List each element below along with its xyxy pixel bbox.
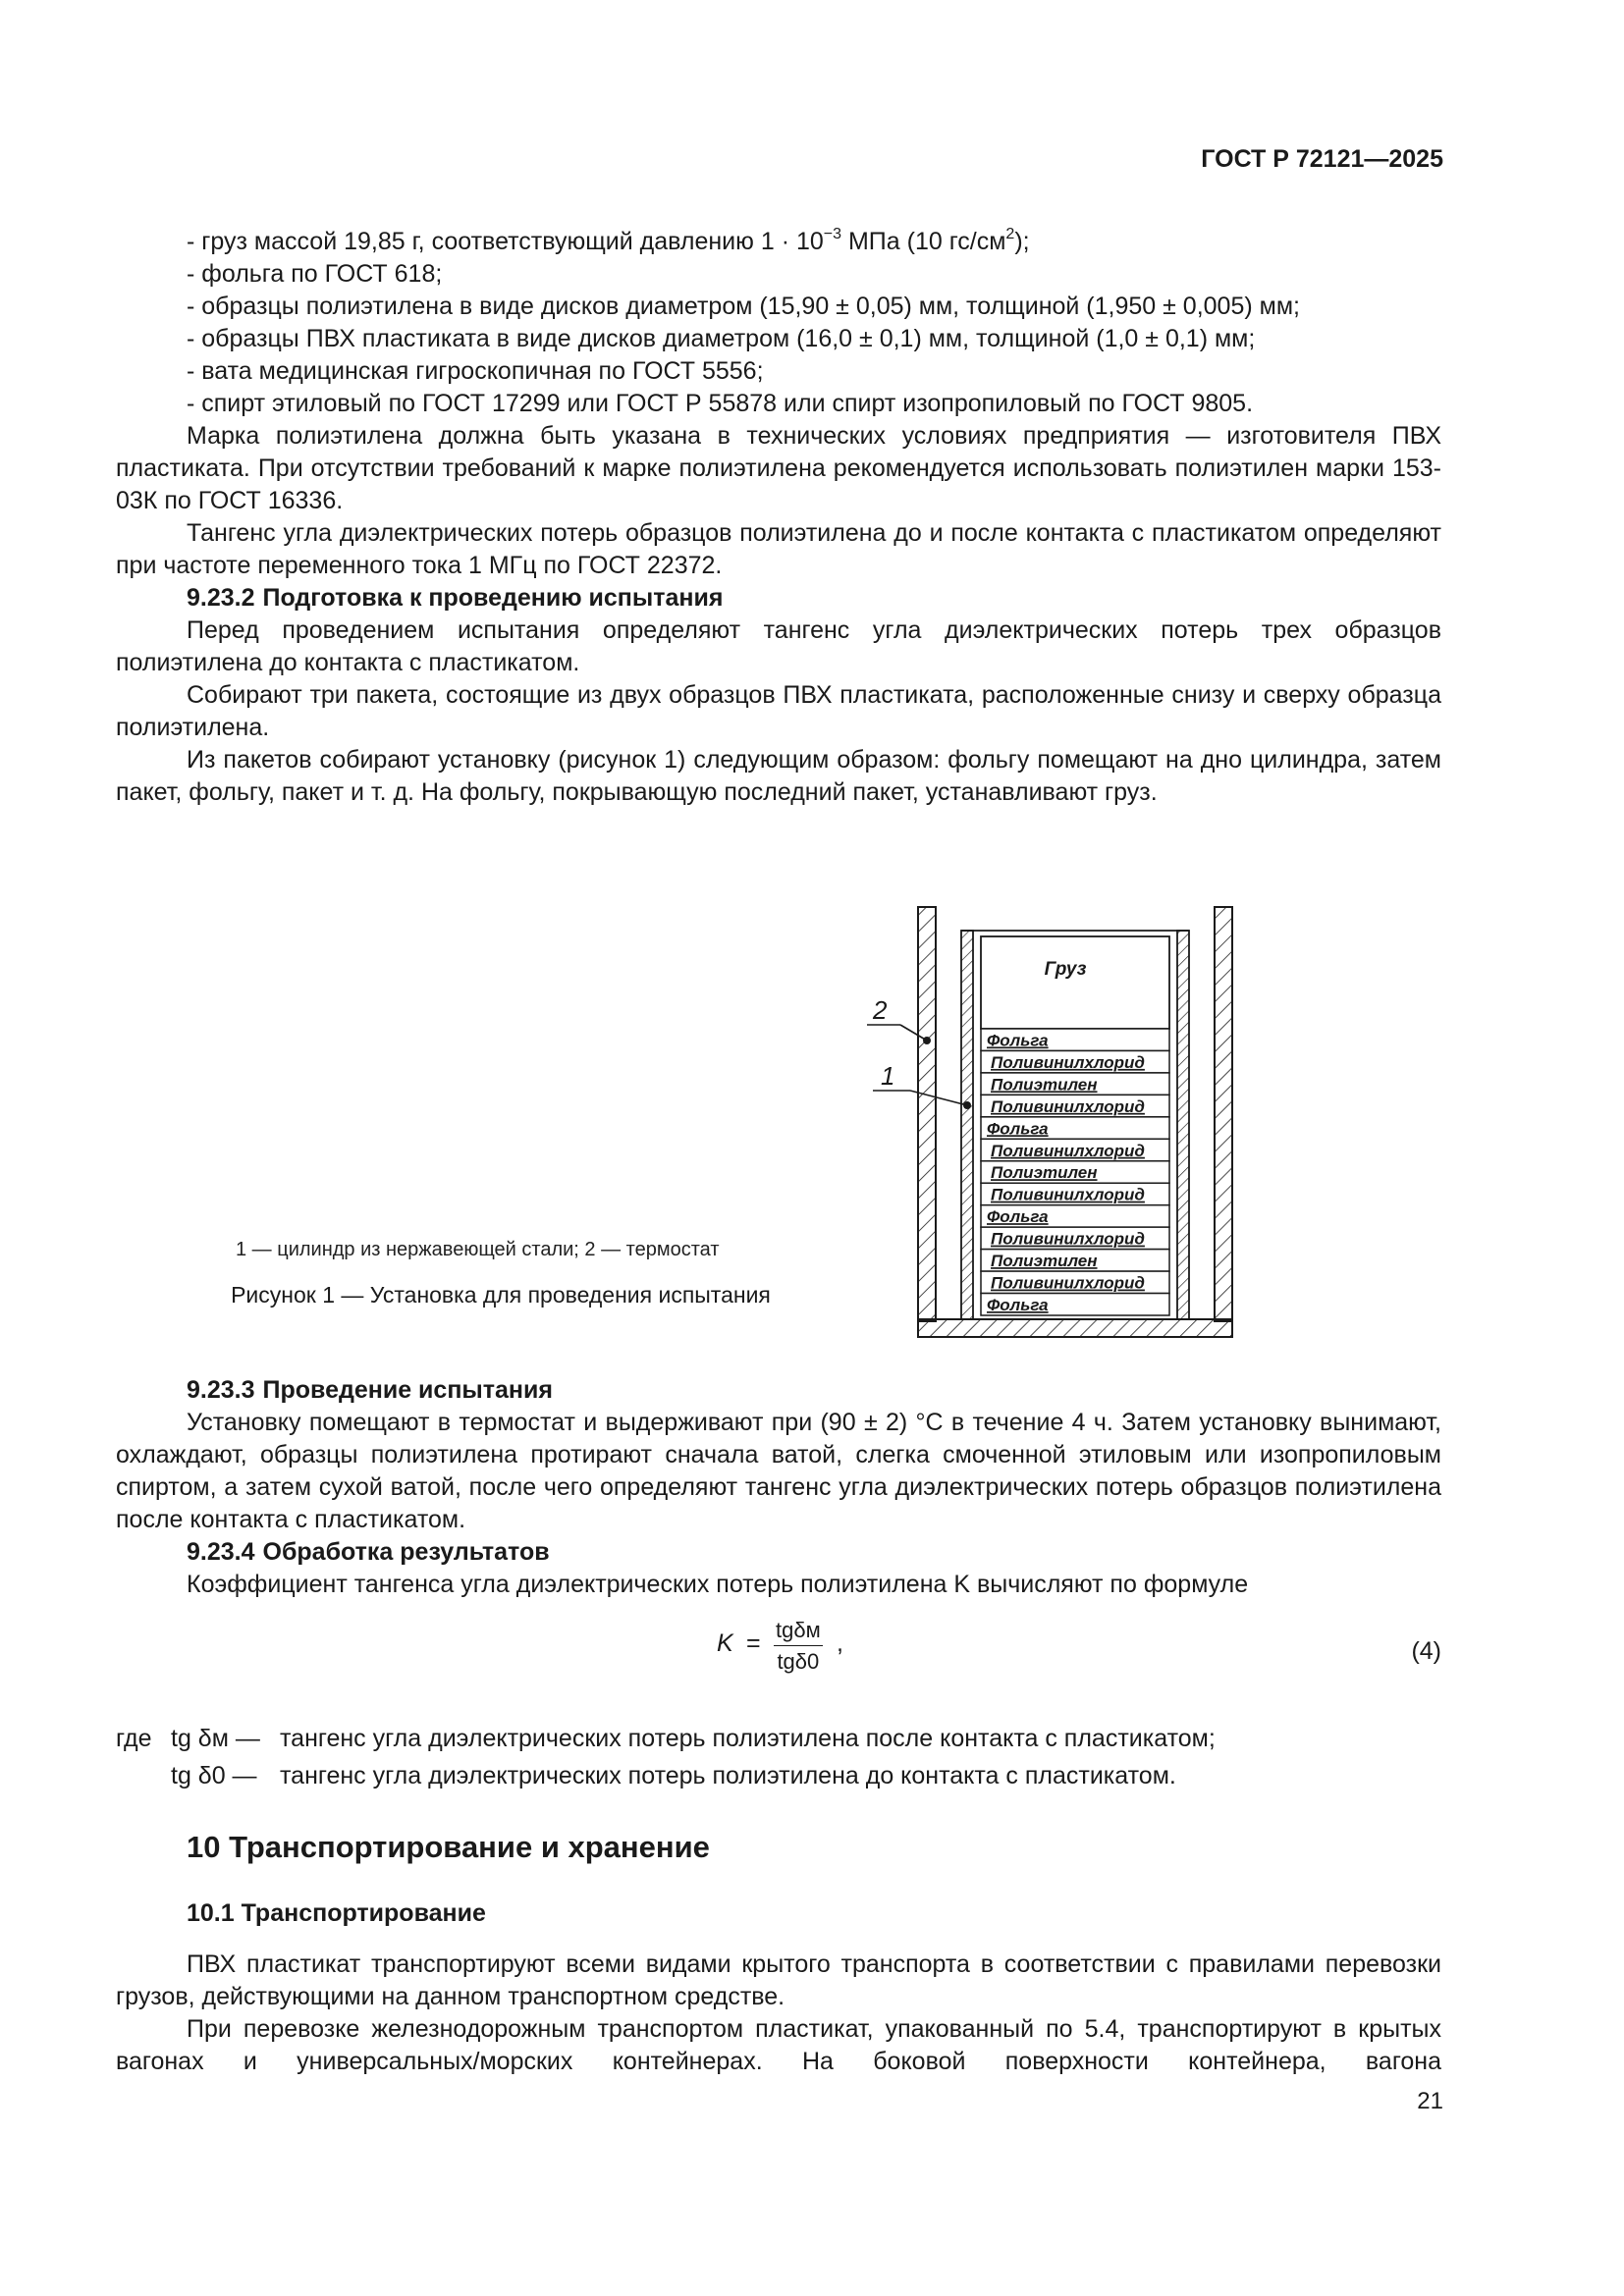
transport-block [116,1949,1441,2078]
legend-text-after: тангенс угла диэлектрических потерь полиэтилена после контакта с пластикатом; [280,1725,1216,1752]
document-header: ГОСТ Р 72121—2025 [1201,145,1443,173]
layer-2-label: Поливинилхлорид [991,1052,1145,1072]
paragraph-tangent: Тангенс угла диэлектрических потерь образцов полиэтилена до и после контакта с пластикатом определяют при частоте переменного тока 1 МГц по ГОСТ 22372. [116,519,1441,579]
callout-1-label: 1 [881,1061,895,1091]
formula-numerator: tgδм [774,1618,823,1646]
paragraph-transport-1: ПВХ пластикат транспортируют всеми видами крытого транспорта в соответствии с правилами перевозки грузов, действующими на данном транспортном средстве. [116,1950,1441,2010]
legend-row-after [116,1720,1441,1757]
cylinder-left-wall [961,931,973,1319]
list-item-weight: - груз массой 19,85 г, соответствующий давлению $1 \cdot 10^{-3}$ МПа (10 $гс/см^2$); [187,225,1030,255]
section-heading-9-23-4: 9.23.4 Обработка результатов [187,1538,550,1566]
formula-legend [116,1720,1441,1794]
formula-denominator: tgδ0 [777,1649,820,1674]
layer-7-label: Полиэтилен [991,1163,1098,1183]
thermostat-left-wall [918,907,936,1321]
formula-number: (4) [1411,1637,1441,1665]
layer-3-label: Полиэтилен [991,1075,1098,1095]
list-item-alcohol: - спирт этиловый по ГОСТ 17299 или ГОСТ Р 55878 или спирт изопропиловый по ГОСТ 9805. [187,390,1254,417]
legend-text-before: тангенс угла диэлектрических потерь полиэтилена до контакта с пластикатом. [280,1762,1176,1789]
list-item-pvc-samples: - образцы ПВХ пластиката в виде дисков диаметром (16,0 ± 0,1) мм, толщиной (1,0 ± 0,1) мм; [187,325,1256,352]
layer-1-label: Фольга [987,1031,1049,1050]
test-procedure-block [116,1374,1441,1601]
requirements-block [116,226,1441,809]
layer-stack [981,1029,1169,1315]
layer-10-label: Поливинилхлорид [991,1229,1145,1249]
legend-symbol-before: tg δ0 — [171,1762,257,1789]
section-heading-9-23-3: 9.23.3 Проведение испытания [187,1376,553,1404]
thermostat-bottom [918,1319,1232,1337]
formula-comma: , [837,1629,843,1657]
section-heading-9-23-2: 9.23.2 Подготовка к проведению испытания [187,584,724,612]
section-heading-10-1: 10.1 Транспортирование [187,1899,486,1927]
layer-8-label: Поливинилхлорид [991,1185,1145,1204]
layer-4-label: Поливинилхлорид [991,1096,1145,1116]
layer-13-label: Фольга [987,1296,1049,1314]
list-item-cotton: - вата медицинская гигроскопичная по ГОСТ 5556; [187,357,764,385]
layer-5-label: Фольга [987,1119,1049,1139]
paragraph-before-test: Перед проведением испытания определяют тангенс угла диэлектрических потерь трех образцов полиэтилена до контакта с пластикатом. [116,616,1441,676]
figure-caption: Рисунок 1 — Установка для проведения испытания [231,1282,771,1308]
paragraph-procedure: Установку помещают в термостат и выдерживают при (90 ± 2) °С в течение 4 ч. Затем установку вынимают, охлаждают, образцы полиэтилена протирают сначала ватой, слегка смоченной этиловым или изопропиловым спиртом, а затем сухой ватой, после чего определяют тангенс угла диэлектрических потерь образцов полиэтилена после контакта с пластикатом. [116,1409,1441,1533]
figure-key: 1 — цилиндр из нержавеющей стали; 2 — термостат [236,1239,720,1260]
formula-4 [116,1618,1441,1696]
thermostat-right-wall [1215,907,1232,1321]
cylinder-right-wall [1177,931,1189,1319]
paragraph-coefficient: Коэффициент тангенса угла диэлектрических потерь полиэтилена K вычисляют по формуле [187,1571,1249,1598]
figure-1-apparatus [873,891,1242,1348]
paragraph-transport-2: При перевозке железнодорожным транспортом пластикат, упакованный по 5.4, транспортируют в крытых вагонах и универсальных/морских контейнерах. На боковой поверхности контейнера, вагона [116,2015,1441,2075]
paragraph-packs: Собирают три пакета, состоящие из двух образцов ПВХ пластиката, расположенные снизу и сверху образца полиэтилена. [116,681,1441,741]
legend-row-before [116,1757,1441,1794]
paragraph-assembly: Из пакетов собирают установку (рисунок 1) следующим образом: фольгу помещают на дно цилиндра, затем пакет, фольгу, пакет и т. д. На фольгу, покрывающую последний пакет, устанавливают груз. [116,746,1441,806]
legend-symbol-after: tg δм — [171,1725,260,1752]
apparatus-drawing [873,891,1242,1343]
list-item-pe-samples: - образцы полиэтилена в виде дисков диаметром (15,90 ± 0,05) мм, толщиной (1,950 ± 0,005) мм; [187,293,1300,320]
page-number: 21 [1417,2088,1443,2114]
formula-fraction [774,1618,823,1676]
layer-9-label: Фольга [987,1207,1049,1227]
layer-6-label: Поливинилхлорид [991,1141,1145,1160]
paragraph-pe-brand: Марка полиэтилена должна быть указана в технических условиях предприятия — изготовителя ПВХ пластиката. При отсутствии требований к марке полиэтилена рекомендуется использовать полиэтилен марки 153-03К по ГОСТ 16336. [116,422,1441,514]
formula-equals: = [746,1629,761,1657]
callout-2-label: 2 [873,995,888,1025]
section-heading-10: 10 Транспортирование и хранение [187,1830,710,1864]
formula-k: K [717,1629,733,1657]
list-item-foil: - фольга по ГОСТ 618; [187,260,443,288]
layer-11-label: Полиэтилен [991,1252,1098,1271]
legend-where-word: где [116,1725,152,1752]
layer-12-label: Поливинилхлорид [991,1273,1145,1293]
weight-block [981,936,1169,1029]
weight-label: Груз [1044,959,1087,980]
